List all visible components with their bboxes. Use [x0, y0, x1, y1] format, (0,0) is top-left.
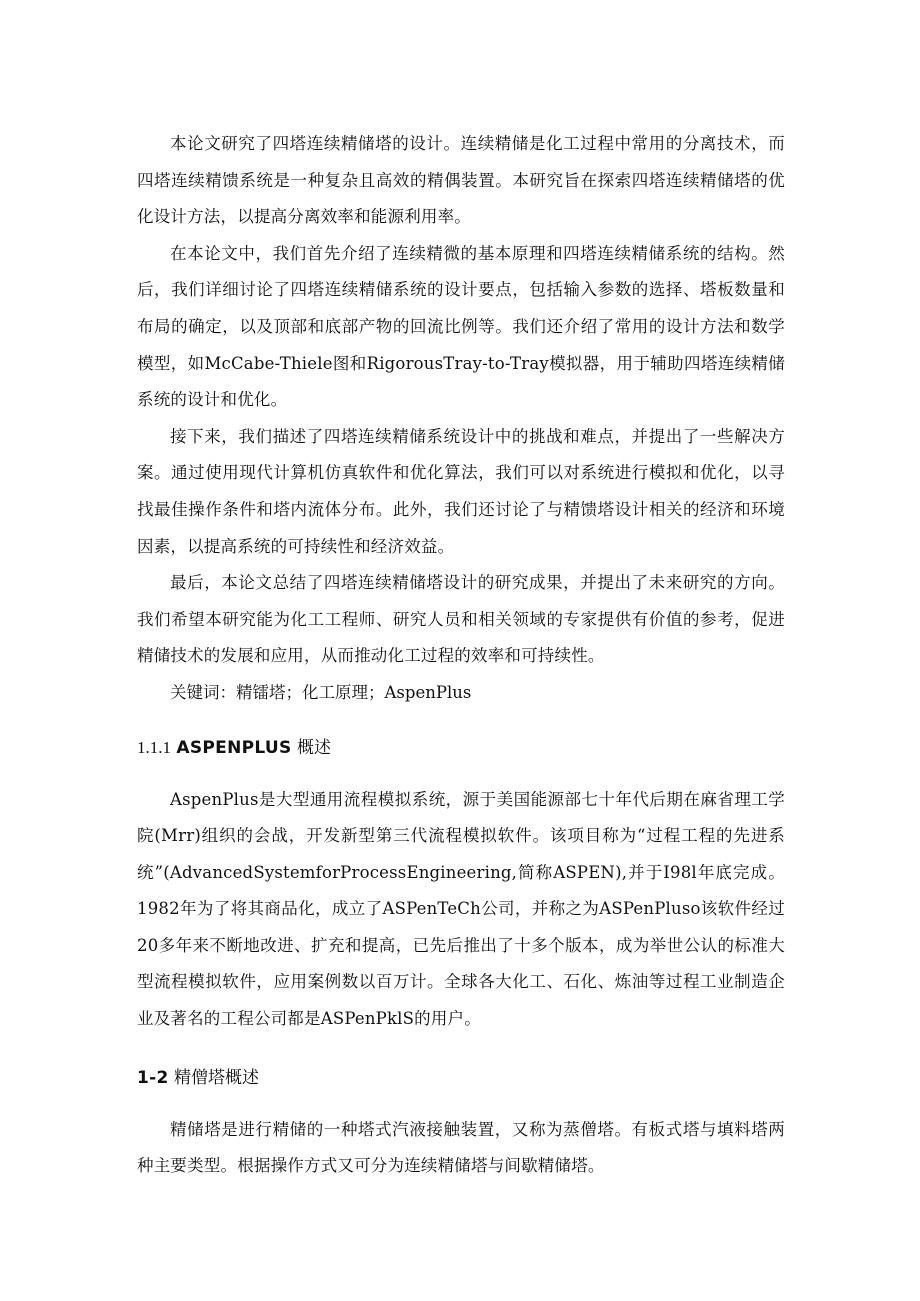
- section-heading-1-1-1: [137, 728, 785, 768]
- section-title-rest: 概述: [296, 737, 331, 758]
- distillation-paragraph: 精储塔是进行精储的一种塔式汽液接触装置，又称为蒸僧塔。有板式塔与填料塔两种主要类型。根据操作方式又可分为连续精储塔与间歇精储塔。: [137, 1119, 785, 1176]
- spacer: [137, 1038, 785, 1058]
- spacer: [137, 712, 785, 728]
- keywords-line: 关键词：精镭塔；化工原理；AspenPlus: [170, 682, 472, 702]
- section-number: 1-2: [137, 1067, 169, 1088]
- section-heading-1-2: [137, 1058, 785, 1098]
- abstract-paragraph-3: 接下来，我们描述了四塔连续精储系统设计中的挑战和难点，并提出了一些解决方案。通过使用现代计算机仿真软件和优化算法，我们可以对系统进行模拟和优化，以寻找最佳操作条件和塔内流体分布。此外，我们还讨论了与精馈塔设计相关的经济和环境因素，以提高系统的可持续性和经济效益。: [137, 426, 785, 556]
- document-content: [137, 126, 785, 1185]
- abstract-paragraph-1: 本论文研究了四塔连续精储塔的设计。连续精储是化工过程中常用的分离技术，而四塔连续精馈系统是一种复杂且高效的精偶装置。本研究旨在探索四塔连续精储塔的优化设计方法，以提高分离效率和能源利用率。: [137, 134, 785, 227]
- section-title: 精僧塔概述: [174, 1067, 260, 1088]
- spacer: [137, 1098, 785, 1112]
- abstract-paragraph-4: 最后，本论文总结了四塔连续精储塔设计的研究成果，并提出了未来研究的方向。我们希望本研究能为化工工程师、研究人员和相关领域的专家提供有价值的参考，促进精储技术的发展和应用，从而推动化工过程的效率和可持续性。: [137, 573, 785, 666]
- spacer: [137, 768, 785, 782]
- aspenplus-paragraph: AspenPlus是大型通用流程模拟系统，源于美国能源部七十年代后期在麻省理工学院(Mrr)组织的会战，开发新型第三代流程模拟软件。该项目称为“过程工程的先进系统”(AdvancedSystemforProcessEngineering,简称ASPEN),并于I98l年底完成。1982年为了将其商品化，成立了ASPenTeCh公司，并称之为ASPenPluso该软件经过20多年来不断地改进、扩充和提高，已先后推出了十多个版本，成为举世公认的标准大型流程模拟软件，应用案例数以百万计。全球各大化工、石化、炼油等过程工业制造企业及著名的工程公司都是ASPenPklS的用户。: [137, 789, 785, 1029]
- section-title-bold: ASPENPLUS: [176, 737, 292, 758]
- section-number: 1.1.1: [137, 737, 171, 757]
- abstract-paragraph-2: 在本论文中，我们首先介绍了连续精微的基本原理和四塔连续精储系统的结构。然后，我们详细讨论了四塔连续精储系统的设计要点，包括输入参数的选择、塔板数量和布局的确定，以及顶部和底部产物的回流比例等。我们还介绍了常用的设计方法和数学模型，如McCabe-Thiele图和RigorousTray-to-Tray模拟器，用于辅助四塔连续精储系统的设计和优化。: [137, 243, 785, 410]
